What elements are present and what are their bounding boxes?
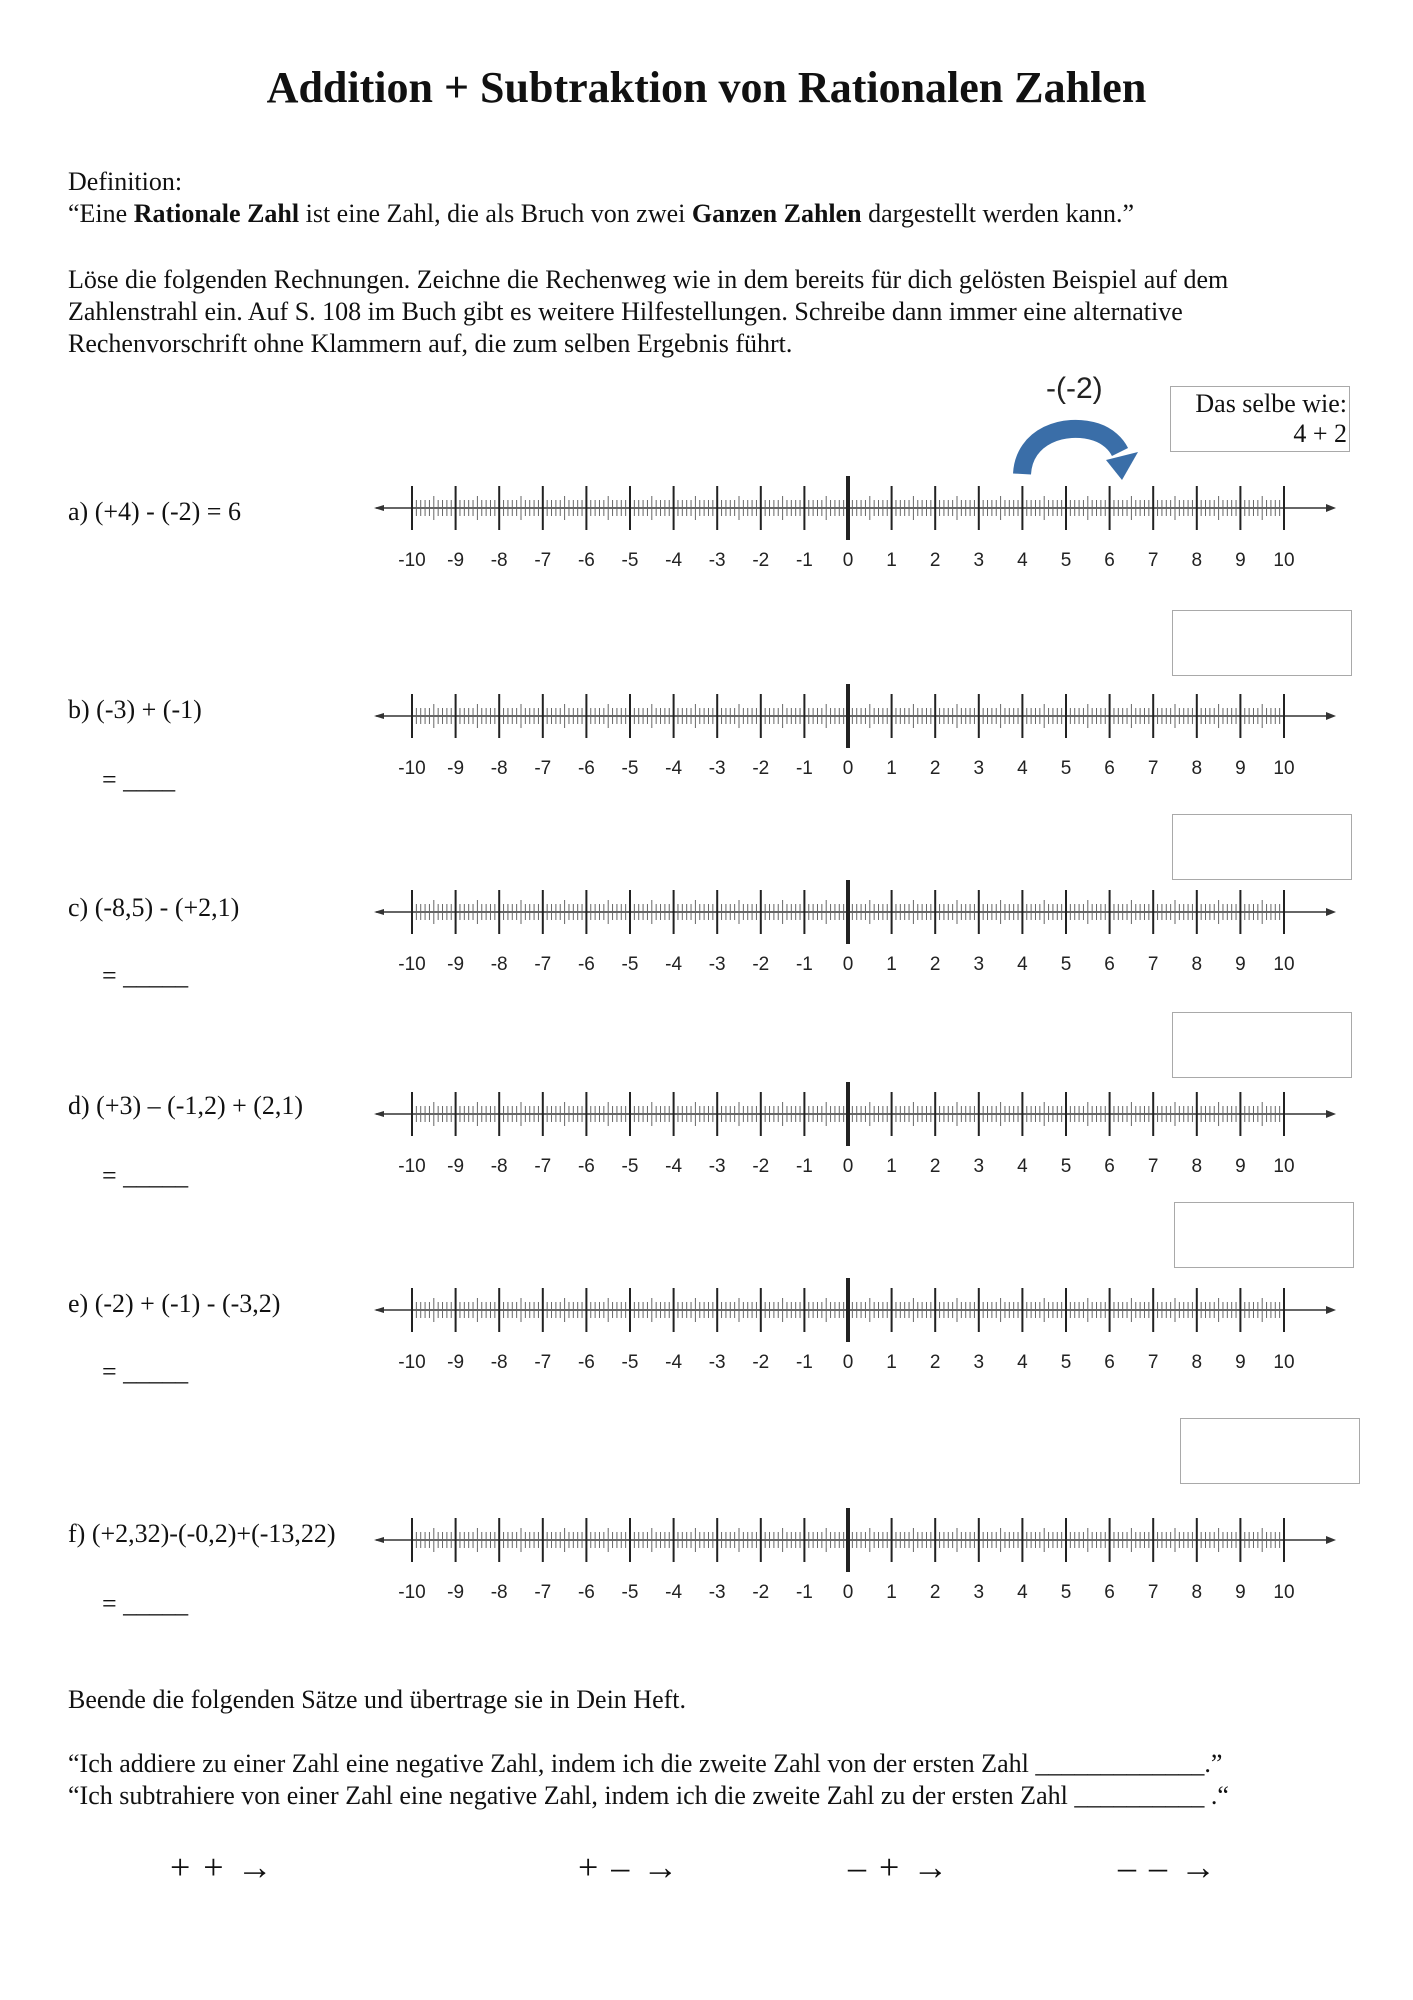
arrowhead-icon (1326, 908, 1336, 916)
tick-label: 7 (1147, 1156, 1159, 1177)
tick-label: -8 (490, 550, 508, 571)
exercise-b-expression: b) (-3) + (-1) (68, 695, 202, 724)
number-line-e[interactable] (370, 1274, 1340, 1384)
tick-label: -8 (490, 1582, 508, 1603)
tick-label: -3 (708, 1352, 726, 1373)
definition-mid: ist eine Zahl, die als Bruch von zwei (299, 199, 692, 228)
tick-label: 4 (1017, 954, 1028, 975)
arrowhead-left-icon (374, 505, 384, 511)
exercise-f-expression: f) (+2,32)-(-0,2)+(-13,22) (68, 1519, 336, 1548)
arrowhead-icon (1326, 712, 1336, 720)
tick-label: 5 (1060, 758, 1072, 779)
arrowhead-left-icon (374, 1111, 384, 1117)
tick-label: 5 (1060, 1582, 1072, 1603)
tick-label: -2 (752, 1582, 770, 1603)
sign-rule-minus-plus: – + → (848, 1847, 951, 1887)
tick-label: -1 (795, 1156, 813, 1177)
tick-label: -10 (398, 1582, 426, 1603)
instruction-line: Löse die folgenden Rechnungen. Zeichne die Rechenweg wie in dem bereits für dich gelösten Beispiel auf dem (68, 265, 1229, 294)
example-equivalent-box (1170, 386, 1350, 452)
tick-label: 6 (1104, 550, 1115, 571)
number-line-d[interactable] (370, 1078, 1340, 1188)
example-box-line1: Das selbe wie: (1195, 389, 1347, 418)
answer-box-b[interactable] (1172, 610, 1352, 676)
tick-label: 0 (842, 1582, 854, 1603)
tick-label: -1 (795, 758, 813, 779)
tick-label: 5 (1060, 1352, 1072, 1373)
sign-rule-plus-minus: + – → (578, 1847, 681, 1887)
tick-label: 7 (1147, 1582, 1159, 1603)
tick-label: -9 (447, 1352, 465, 1373)
tick-label: -8 (490, 758, 508, 779)
exercise-d-answer[interactable]: = _____ (102, 1161, 189, 1190)
tick-label: 4 (1017, 1352, 1028, 1373)
tick-label: -4 (665, 758, 683, 779)
arrowhead-left-icon (374, 713, 384, 719)
tick-label: 3 (973, 954, 985, 975)
tick-label: 8 (1191, 1582, 1203, 1603)
answer-box-c[interactable] (1172, 814, 1352, 880)
answer-box-e[interactable] (1174, 1202, 1354, 1268)
tick-label: 1 (886, 550, 897, 571)
tick-label: 7 (1147, 758, 1159, 779)
tick-label: 7 (1147, 954, 1159, 975)
arrowhead-left-icon (374, 909, 384, 915)
tick-label: 10 (1273, 1582, 1295, 1603)
arrowhead-left-icon (374, 1307, 384, 1313)
arrowhead-icon (1326, 1110, 1336, 1118)
tick-label: -5 (621, 1582, 639, 1603)
tick-label: 0 (842, 550, 854, 571)
tick-label: -9 (447, 1582, 465, 1603)
tick-label: -3 (708, 1156, 726, 1177)
tick-label: -6 (577, 1582, 595, 1603)
tick-label: -7 (534, 1352, 552, 1373)
tick-label: 10 (1273, 758, 1295, 779)
tick-label: 8 (1191, 954, 1203, 975)
tick-label: -9 (447, 1156, 465, 1177)
tick-label: 8 (1191, 550, 1203, 571)
definition-quote-open: “Eine (68, 199, 134, 228)
tick-label: -3 (708, 758, 726, 779)
tick-label: -6 (577, 954, 595, 975)
exercise-e-expression: e) (-2) + (-1) - (-3,2) (68, 1289, 281, 1318)
arrowhead-icon (1326, 504, 1336, 512)
tick-label: -1 (795, 1352, 813, 1373)
tick-label: -8 (490, 954, 508, 975)
tick-label: 10 (1273, 954, 1295, 975)
tick-label: -1 (795, 550, 813, 571)
tick-label: -5 (621, 758, 639, 779)
instruction-line: Rechenvorschrift ohne Klammern auf, die zum selben Ergebnis führt. (68, 329, 793, 358)
sign-rule-plus-plus: + + → (170, 1847, 275, 1887)
number-line-f[interactable] (370, 1504, 1340, 1614)
number-line-a[interactable] (370, 472, 1340, 582)
tick-label: 7 (1147, 550, 1159, 571)
tick-label: -10 (398, 1352, 426, 1373)
tick-label: -3 (708, 954, 726, 975)
tick-label: 4 (1017, 758, 1028, 779)
tick-label: -7 (534, 550, 552, 571)
tick-label: 1 (886, 1582, 897, 1603)
tick-label: 5 (1060, 1156, 1072, 1177)
tick-label: -10 (398, 550, 426, 571)
tick-label: 2 (929, 758, 941, 779)
term-rationale-zahl: Rationale Zahl (133, 199, 300, 228)
instructions (68, 264, 1228, 360)
number-line-b[interactable] (370, 680, 1340, 790)
tick-label: 8 (1191, 758, 1203, 779)
definition-text (68, 198, 1134, 230)
exercise-e-answer[interactable]: = _____ (102, 1357, 189, 1386)
tick-label: 0 (842, 954, 854, 975)
tick-label: -6 (577, 758, 595, 779)
tick-label: -3 (708, 550, 726, 571)
tick-label: -10 (398, 1156, 426, 1177)
tick-label: 3 (973, 1156, 985, 1177)
tick-label: 10 (1273, 1156, 1295, 1177)
tick-label: -5 (621, 954, 639, 975)
tick-label: -8 (490, 1352, 508, 1373)
exercise-d-expression: d) (+3) – (-1,2) + (2,1) (68, 1091, 304, 1120)
tick-label: 3 (973, 550, 985, 571)
tick-label: 0 (842, 758, 854, 779)
tick-label: 8 (1191, 1156, 1203, 1177)
tick-label: -2 (752, 550, 770, 571)
tick-label: -1 (795, 1582, 813, 1603)
arrowhead-icon (1326, 1306, 1336, 1314)
tick-label: -9 (447, 954, 465, 975)
tick-label: 0 (842, 1156, 854, 1177)
tick-label: -5 (621, 550, 639, 571)
tick-label: 4 (1017, 1582, 1028, 1603)
tick-label: 3 (973, 1352, 985, 1373)
arrowhead-icon (1326, 1536, 1336, 1544)
tick-label: -5 (621, 1156, 639, 1177)
tick-label: -9 (447, 550, 465, 571)
example-box-line2: 4 + 2 (1293, 419, 1347, 448)
tick-label: -4 (665, 1352, 683, 1373)
tick-label: 2 (929, 1352, 941, 1373)
tick-label: -3 (708, 1582, 726, 1603)
tick-label: -4 (665, 1582, 683, 1603)
exercise-a-expression: a) (+4) - (-2) = 6 (68, 497, 241, 526)
tick-label: 2 (929, 1156, 941, 1177)
tick-label: 1 (886, 954, 897, 975)
definition-heading: Definition: (68, 167, 183, 196)
tick-label: 6 (1104, 954, 1115, 975)
tick-label: 9 (1235, 1582, 1246, 1603)
instruction-line: Zahlenstrahl ein. Auf S. 108 im Buch gibt es weitere Hilfestellungen. Schreibe dann immer eine alternative (68, 297, 1183, 326)
tick-label: -6 (577, 1156, 595, 1177)
tick-label: 5 (1060, 550, 1072, 571)
number-line-c[interactable] (370, 876, 1340, 986)
tick-label: 2 (929, 1582, 941, 1603)
tick-label: 6 (1104, 1156, 1115, 1177)
tick-label: 10 (1273, 1352, 1295, 1373)
tick-label: 2 (929, 954, 941, 975)
definition-quote-close: dargestellt werden kann.” (861, 199, 1135, 228)
tick-label: 3 (973, 758, 985, 779)
tick-label: -4 (665, 1156, 683, 1177)
tick-label: -2 (752, 758, 770, 779)
tick-label: 6 (1104, 1352, 1115, 1373)
tick-label: -7 (534, 758, 552, 779)
tick-label: 6 (1104, 1582, 1115, 1603)
arrowhead-left-icon (374, 1537, 384, 1543)
tick-label: 5 (1060, 954, 1072, 975)
tick-label: -8 (490, 1156, 508, 1177)
exercise-c-answer[interactable]: = _____ (102, 961, 189, 990)
tick-label: -2 (752, 1156, 770, 1177)
curved-arrow-icon (1010, 418, 1140, 480)
tick-label: -1 (795, 954, 813, 975)
tick-label: -2 (752, 954, 770, 975)
tick-label: 7 (1147, 1352, 1159, 1373)
tick-label: -2 (752, 1352, 770, 1373)
tick-label: 1 (886, 1352, 897, 1373)
tick-label: -4 (665, 550, 683, 571)
tick-label: -7 (534, 1156, 552, 1177)
tick-label: -4 (665, 954, 683, 975)
tick-label: -5 (621, 1352, 639, 1373)
term-ganze-zahlen: Ganzen Zahlen (691, 199, 862, 228)
tick-label: 9 (1235, 550, 1246, 571)
answer-box-d[interactable] (1172, 1012, 1352, 1078)
tick-label: -6 (577, 1352, 595, 1373)
tick-label: 0 (842, 1352, 854, 1373)
closing-instruction: Beende die folgenden Sätze und übertrage sie in Dein Heft. (68, 1685, 686, 1714)
exercise-b-answer[interactable]: = ____ (102, 765, 176, 794)
tick-label: -7 (534, 954, 552, 975)
tick-label: 1 (886, 758, 897, 779)
sign-rule-minus-minus: – – → (1118, 1847, 1218, 1887)
tick-label: -10 (398, 954, 426, 975)
answer-box-f[interactable] (1180, 1418, 1360, 1484)
exercise-c-expression: c) (-8,5) - (+2,1) (68, 893, 240, 922)
tick-label: 6 (1104, 758, 1115, 779)
tick-label: 9 (1235, 954, 1246, 975)
tick-label: -10 (398, 758, 426, 779)
tick-label: 9 (1235, 1352, 1246, 1373)
tick-label: 4 (1017, 550, 1028, 571)
example-arrow-label: -(-2) (1046, 372, 1103, 405)
tick-label: 4 (1017, 1156, 1028, 1177)
exercise-f-answer[interactable]: = _____ (102, 1589, 189, 1618)
tick-label: -7 (534, 1582, 552, 1603)
tick-label: 2 (929, 550, 941, 571)
tick-label: 10 (1273, 550, 1295, 571)
tick-label: 9 (1235, 758, 1246, 779)
page-title: Addition + Subtraktion von Rationalen Zahlen (266, 63, 1147, 112)
tick-label: 9 (1235, 1156, 1246, 1177)
tick-label: 1 (886, 1156, 897, 1177)
tick-label: -6 (577, 550, 595, 571)
tick-label: 8 (1191, 1352, 1203, 1373)
closing-sentence-2: “Ich subtrahiere von einer Zahl eine negative Zahl, indem ich die zweite Zahl zu der ersten Zahl __________ .“ (68, 1781, 1229, 1810)
closing-sentence-1: “Ich addiere zu einer Zahl eine negative Zahl, indem ich die zweite Zahl von der ersten Zahl _____________.” (68, 1749, 1223, 1778)
tick-label: -9 (447, 758, 465, 779)
tick-label: 3 (973, 1582, 985, 1603)
